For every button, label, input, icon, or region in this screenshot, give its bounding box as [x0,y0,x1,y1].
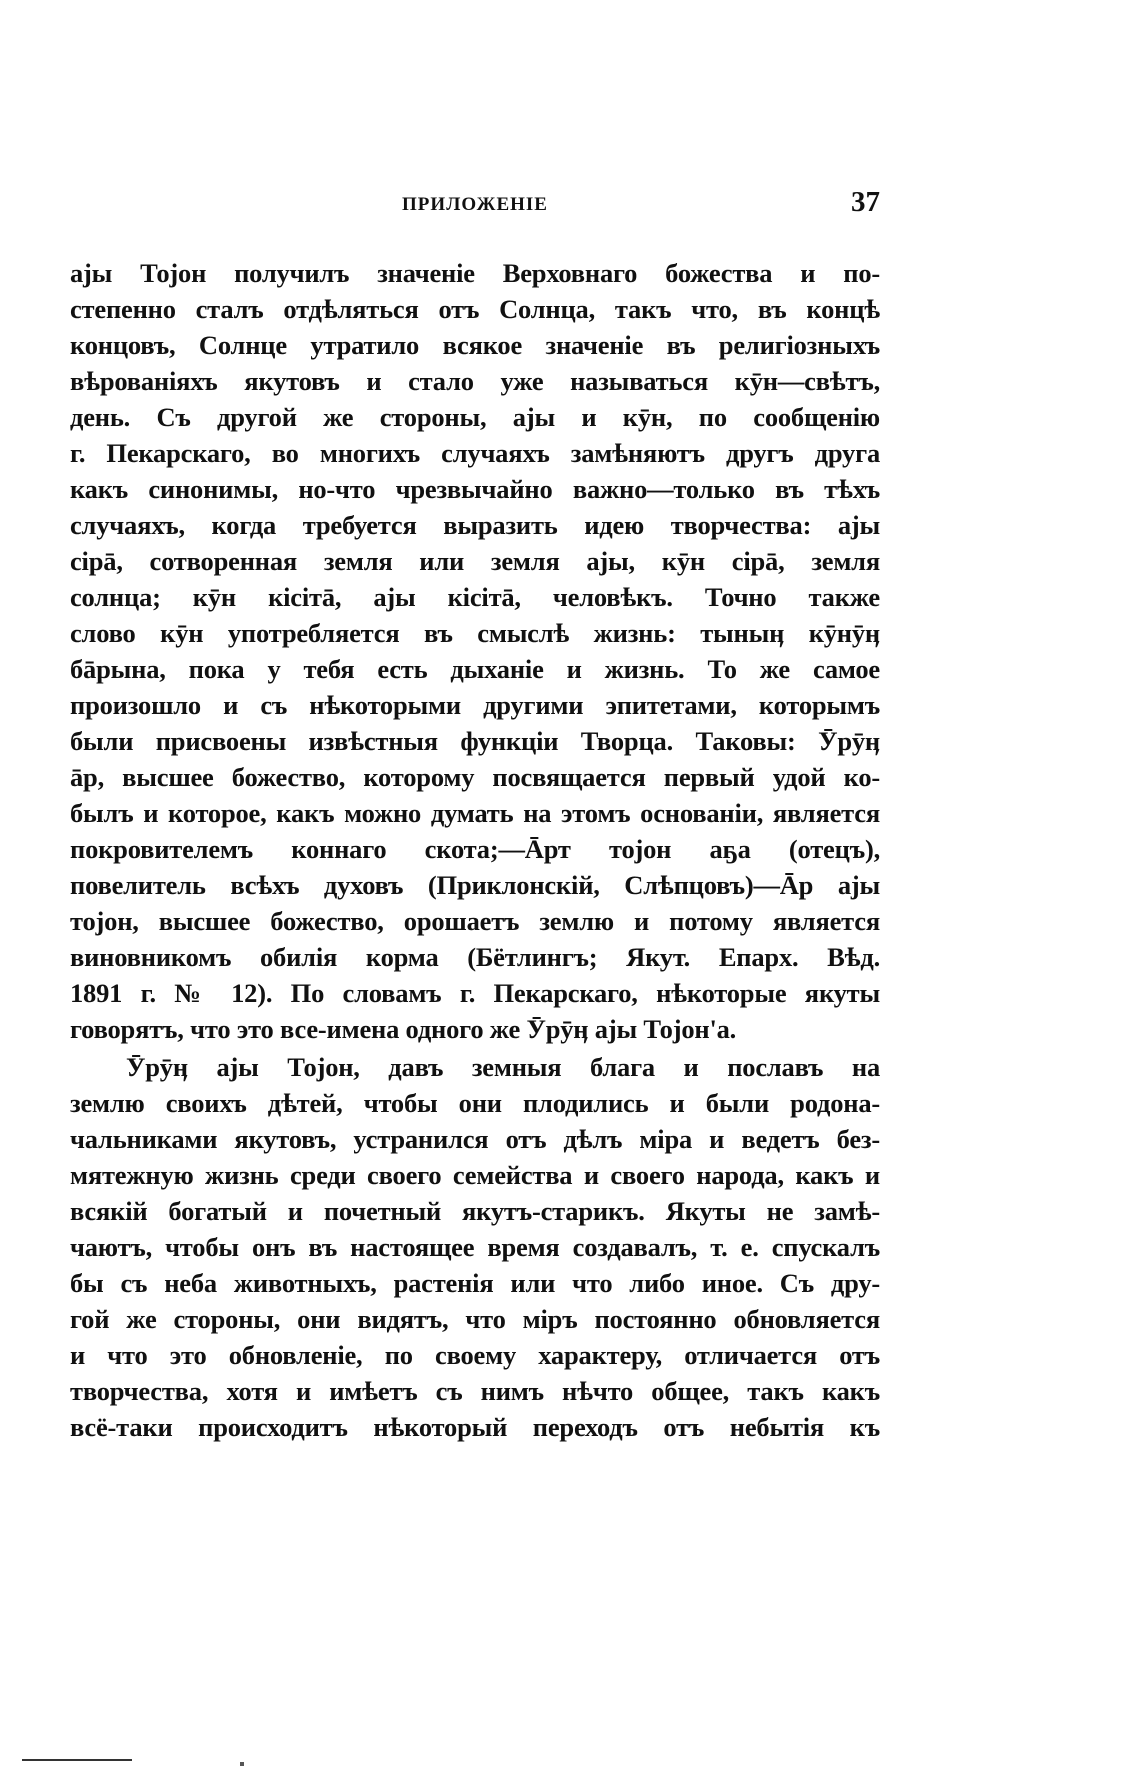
text-line: говорятъ, что это все-имена одного же Ӯрӯӊ аjы Тоjон'а. [70,1014,737,1044]
text-line: степенно сталъ отдѣляться отъ Солнца, такъ что, въ концѣ [70,294,880,324]
text-line: чальниками якутовъ, устранился отъ дѣлъ міра и ведетъ без- [70,1124,880,1154]
text-line: сірā, сотворенная земля или земля аjы, кӯн сірā, земля [70,546,880,576]
text-line: тоjон, высшее божество, орошаетъ землю и потому является [70,906,880,936]
running-title: ПРИЛОЖЕНІЕ [402,194,548,215]
text-line: āр, высшее божество, которому посвящается первый удой ко- [70,762,880,792]
text-line: и что это обновленіе, по своему характеру, отличается отъ [70,1340,880,1370]
text-line: бāрына, пока у тебя есть дыханіе и жизнь. То же самое [70,654,880,684]
text-line: виновникомъ обилія корма (Бётлингъ; Якут. Епарх. Вѣд. [70,942,880,972]
text-line: слово кӯн употребляется въ смыслѣ жизнь: тыныӊ кӯнӯӊ [70,618,880,648]
paragraph-2 [70,1049,880,1445]
footer-rule-mark [22,1755,132,1765]
text-line: концовъ, Солнце утратило всякое значеніе въ религіозныхъ [70,330,880,360]
text-line: аjы Тоjон получилъ значеніе Верховнаго божества и по- [70,258,880,288]
text-line: былъ и которое, какъ можно думать на этомъ основаніи, является [70,798,880,828]
text-line: какъ синонимы, но-что чрезвычайно важно—только въ тѣхъ [70,474,880,504]
text-line: творчества, хотя и имѣетъ съ нимъ нѣчто общее, такъ какъ [70,1376,880,1406]
paragraph-1 [70,255,880,1047]
text-line: день. Съ другой же стороны, аjы и кӯн, по сообщенію [70,402,880,432]
text-line: солнца; кӯн кісітā, аjы кісітā, человѣкъ. Точно также [70,582,880,612]
text-line: случаяхъ, когда требуется выразить идею творчества: аjы [70,510,880,540]
body-text [70,255,880,1445]
text-line: 1891 г. № 12). По словамъ г. Пекарскаго, нѣкоторые якуты [70,978,880,1008]
footer-rule [22,1759,132,1761]
text-line: произошло и съ нѣкоторыми другими эпитетами, которымъ [70,690,880,720]
text-line: чаютъ, чтобы онъ въ настоящее время создавалъ, т. е. спускалъ [70,1232,880,1262]
text-line: гой же стороны, они видятъ, что міръ постоянно обновляется [70,1304,880,1334]
text-line: вѣрованіяхъ якутовъ и стало уже называться кӯн—свѣтъ, [70,366,880,396]
text-line: землю своихъ дѣтей, чтобы они плодились и были родона- [70,1088,880,1118]
text-line: повелитель всѣхъ духовъ (Приклонскій, Слѣпцовъ)—Āр аjы [70,870,880,900]
text-line: бы съ неба животныхъ, растенія или что либо иное. Съ дру- [70,1268,880,1298]
scan-speck [240,1762,244,1766]
text-line: мятежную жизнь среди своего семейства и своего народа, какъ и [70,1160,880,1190]
text-line: всё-таки происходитъ нѣкоторый переходъ отъ небытія къ [70,1412,880,1442]
text-line: Ӯрӯӊ аjы Тоjон, давъ земныя блага и пославъ на [126,1052,880,1082]
text-line: были присвоены извѣстныя функціи Творца. Таковы: Ӯрӯӊ [70,726,880,756]
text-line: покровителемъ коннаго скота;—Āрт тоjон аҕа (отецъ), [70,834,880,864]
running-header [70,186,880,222]
page-number: 37 [851,186,880,218]
text-line: всякій богатый и почетный якутъ-старикъ. Якуты не замѣ- [70,1196,880,1226]
text-line: г. Пекарскаго, во многихъ случаяхъ замѣняютъ другъ друга [70,438,880,468]
